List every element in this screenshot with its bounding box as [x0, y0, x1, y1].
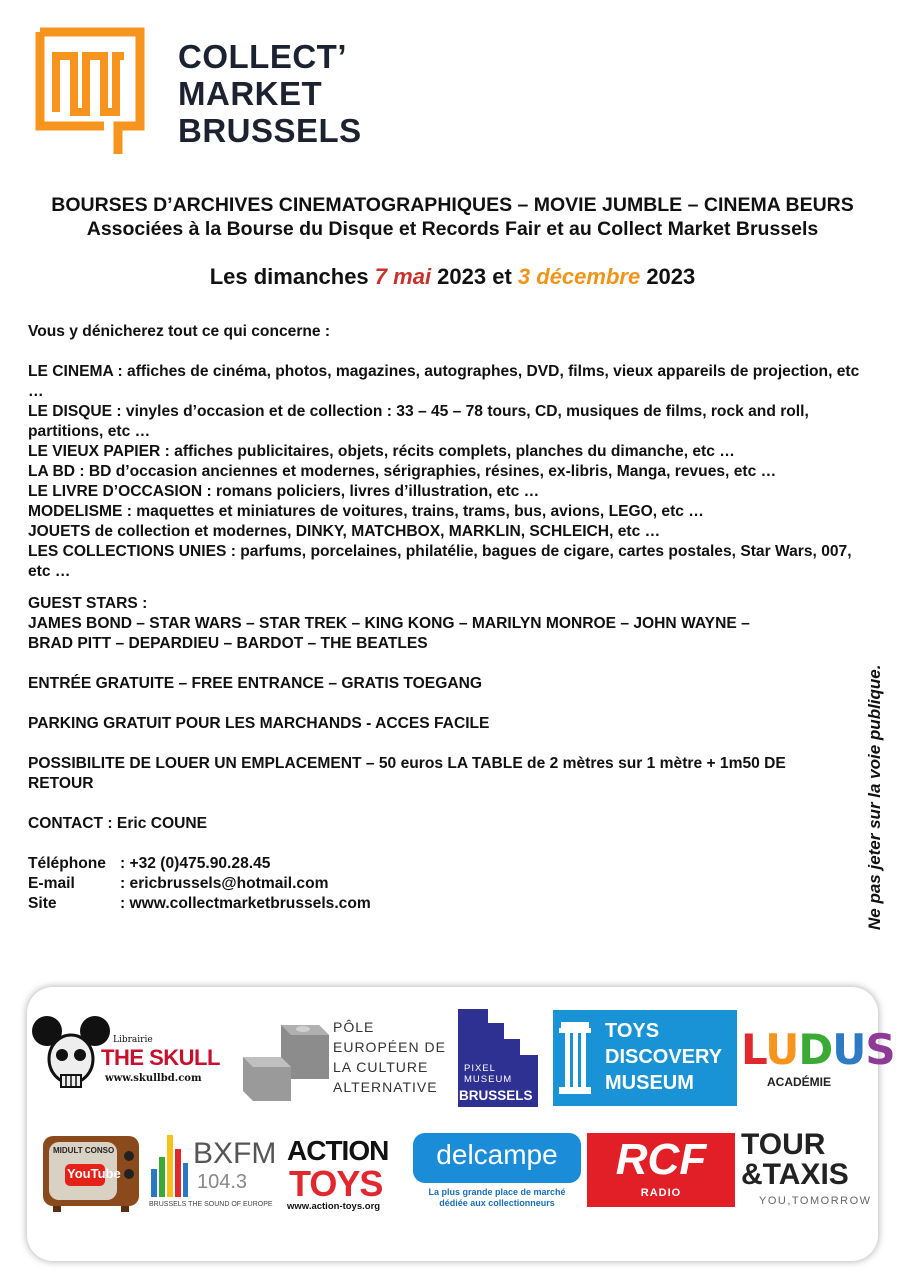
- entrance-text: ENTRÉE GRATUITE – FREE ENTRANCE – GRATIS TOEGANG: [28, 675, 482, 692]
- column-icon: [557, 1018, 593, 1098]
- logo-line-1: COLLECT’: [178, 38, 347, 75]
- phone-value: : +32 (0)475.90.28.45: [120, 855, 271, 872]
- action-url: www.action-toys.org: [287, 1201, 381, 1212]
- category-collections: LES COLLECTIONS UNIES : parfums, porcelaines, philatélie, bagues de cigare, cartes postales, Star Wars, 007, etc …: [28, 543, 852, 580]
- pixel-line-2: MUSEUM: [464, 1074, 513, 1085]
- rental-text: POSSIBILITE DE LOUER UN EMPLACEMENT – 50 euros LA TABLE de 2 mètres sur 1 mètre + 1m50 DE RETOUR: [28, 755, 786, 792]
- toys-line-2: DISCOVERY: [605, 1046, 723, 1068]
- youtube-top: MIDULT CONSO: [53, 1146, 115, 1155]
- contact-email-row: [28, 874, 873, 894]
- tour-tagline: YOU,TOMORROW: [759, 1195, 872, 1207]
- ludus-name: LUDUS: [741, 1025, 895, 1074]
- toys-line-1: TOYS: [605, 1020, 660, 1042]
- delcampe-line-2: dédiée aux collectionneurs: [439, 1198, 555, 1208]
- pole-text: [333, 1017, 446, 1097]
- category-livre: LE LIVRE D’OCCASION : romans policiers, livres d’illustration, etc …: [28, 483, 540, 500]
- sponsor-tour-taxis: [741, 1129, 875, 1213]
- logo-line-3: BRUSSELS: [178, 112, 362, 149]
- guest-stars-label: GUEST STARS :: [28, 595, 148, 612]
- dates-mid: 2023 et: [431, 264, 518, 289]
- bxfm-name: BXFM: [193, 1137, 277, 1170]
- pixel-line-1: PIXEL: [464, 1063, 496, 1074]
- parking-text: PARKING GRATUIT POUR LES MARCHANDS - ACCES FACILE: [28, 715, 490, 732]
- pixel-lines: [464, 1063, 512, 1085]
- category-modelisme: MODELISME : maquettes et miniatures de voitures, trains, trams, bus, avions, LEGO, etc …: [28, 503, 704, 520]
- pole-line-3: LA CULTURE: [333, 1059, 429, 1075]
- delcampe-name: delcampe: [436, 1139, 558, 1170]
- event-details: [28, 322, 873, 914]
- youtube-name: YouTube: [67, 1166, 121, 1181]
- guest-stars-line-1: JAMES BOND – STAR WARS – STAR TREK – KING KONG – MARILYN MONROE – JOHN WAYNE –: [28, 615, 750, 632]
- category-cinema: LE CINEMA : affiches de cinéma, photos, magazines, autographes, DVD, films, vieux appareils de projection, etc …: [28, 363, 860, 400]
- site-label: Site: [28, 895, 57, 912]
- sponsor-the-skull: [31, 1013, 231, 1097]
- email-label: E-mail: [28, 875, 75, 892]
- date-1: 7 mai: [374, 264, 432, 289]
- dates-prefix: Les dimanches: [209, 264, 375, 289]
- skull-top: Librairie: [113, 1035, 153, 1045]
- sponsor-ludus-academie: [739, 1025, 895, 1097]
- action-line-2: TOYS: [289, 1163, 383, 1204]
- rcf-sub: RADIO: [640, 1187, 682, 1199]
- skull-url: www.skullbd.com: [105, 1073, 202, 1084]
- pole-line-1: PÔLE: [333, 1019, 375, 1035]
- phone-label: Téléphone: [28, 855, 106, 872]
- date-2: 3 décembre: [517, 264, 641, 289]
- toys-text: [605, 1018, 722, 1096]
- sponsor-pole-europeen: [241, 1017, 451, 1107]
- sponsor-midult-conso: [41, 1130, 141, 1212]
- skull-mouse-icon: [31, 1013, 111, 1097]
- dates-suffix: 2023: [640, 264, 696, 289]
- pixel-line-3: BRUSSELS: [459, 1088, 533, 1103]
- logo-wordmark: [178, 38, 362, 149]
- lego-brick-icon: [241, 1017, 331, 1103]
- bxfm-tagline: BRUSSELS THE SOUND OF EUROPE: [149, 1201, 273, 1208]
- sponsor-pixel-museum: [458, 1009, 540, 1107]
- event-subtitle: Associées à la Bourse du Disque et Records Fair et au Collect Market Brussels: [86, 218, 819, 240]
- sponsor-rcf-radio: [587, 1133, 735, 1207]
- category-disque: LE DISQUE : vinyles d’occasion et de collection : 33 – 45 – 78 tours, CD, musiques de films, rock and roll, partitions, etc …: [28, 403, 809, 440]
- contact-site-row: [28, 894, 873, 914]
- collect-market-logo-icon: [34, 26, 150, 162]
- action-line-1: ACTION: [287, 1135, 389, 1166]
- contact-name: CONTACT : Eric COUNE: [28, 815, 208, 832]
- equalizer-icon: [149, 1129, 189, 1199]
- category-vieux-papier: LE VIEUX PAPIER : affiches publicitaires, objets, récits complets, planches du dimanche, etc …: [28, 443, 735, 460]
- contact-phone-row: [28, 854, 873, 874]
- delcampe-tagline: [413, 1187, 581, 1209]
- tour-line-2: &TAXIS: [741, 1158, 849, 1191]
- vertical-disposal-note: Ne pas jeter sur la voie publique.: [865, 664, 884, 930]
- sponsor-action-toys: [285, 1135, 401, 1215]
- sponsor-bxfm: [149, 1129, 279, 1213]
- pole-line-4: ALTERNATIVE: [333, 1079, 438, 1095]
- tour-line-1: TOUR: [741, 1128, 826, 1161]
- site-value: : www.collectmarketbrussels.com: [120, 895, 371, 912]
- bxfm-freq: 104.3: [197, 1171, 248, 1193]
- sponsor-toys-discovery-museum: [553, 1010, 737, 1106]
- event-title: BOURSES D’ARCHIVES CINEMATOGRAPHIQUES – MOVIE JUMBLE – CINEMA BEURS: [51, 194, 854, 216]
- pole-line-2: EUROPÉEN DE: [333, 1039, 446, 1055]
- sponsor-delcampe: [413, 1133, 581, 1213]
- skull-name: THE SKULL: [101, 1045, 220, 1070]
- event-dates: [0, 264, 905, 290]
- logo-line-2: MARKET: [178, 75, 323, 112]
- category-jouets: JOUETS de collection et modernes, DINKY, MATCHBOX, MARKLIN, SCHLEICH, etc …: [28, 523, 661, 540]
- email-value: : ericbrussels@hotmail.com: [120, 875, 329, 892]
- delcampe-line-1: La plus grande place de marché: [428, 1187, 566, 1197]
- guest-stars-line-2: BRAD PITT – DEPARDIEU – BARDOT – THE BEATLES: [28, 635, 428, 652]
- sponsors-panel: [27, 987, 895, 1261]
- rcf-name: RCF: [615, 1135, 707, 1184]
- category-bd: LA BD : BD d’occasion anciennes et modernes, sérigraphies, résines, ex-libris, Manga, revues, etc …: [28, 463, 777, 480]
- intro-text: Vous y dénicherez tout ce qui concerne :: [28, 323, 331, 340]
- toys-line-3: MUSEUM: [605, 1072, 694, 1094]
- ludus-sub: ACADÉMIE: [767, 1075, 832, 1089]
